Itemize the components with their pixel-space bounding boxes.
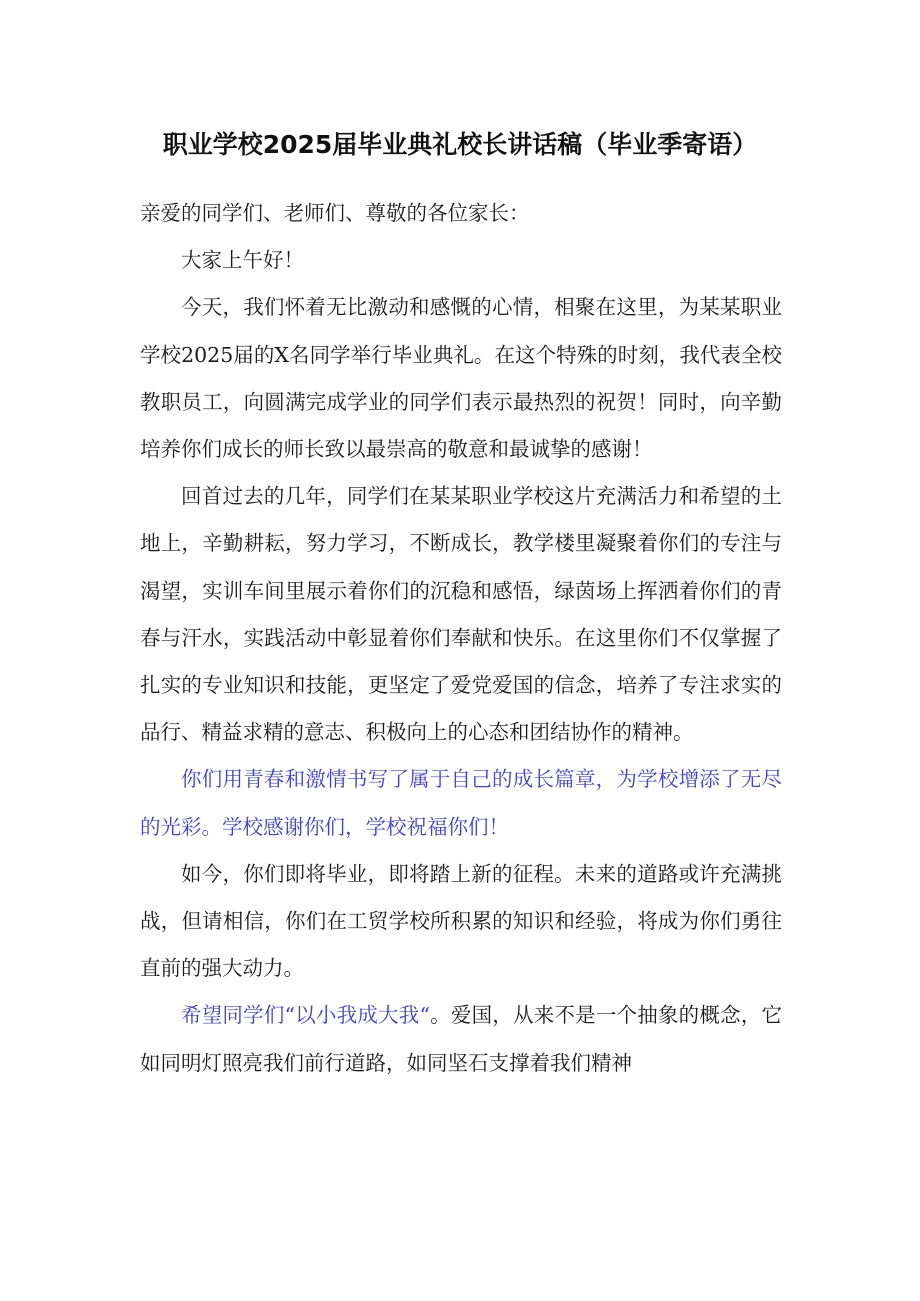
- paragraph-5-text: 。爱国，从来不是一个抽象的概念，它如同明灯照亮我们前行道路，如同坚石支撑着我们精神: [140, 1003, 783, 1075]
- paragraph-1: 今天，我们怀着无比激动和感慨的心情，相聚在这里，为某某职业学校2025届的X名同学举行毕业典礼。在这个特殊的时刻，我代表全校教职员工，向圆满完成学业的同学们表示最热烈的祝贺！同时，向辛勤培养你们成长的师长致以最崇高的敬意和最诚挚的感谢！: [140, 295, 782, 462]
- paragraph-3-highlight: 你们用青春和激情书写了属于自己的成长篇章，为学校增添了无尽的光彩。学校感谢你们，学校祝福你们！: [140, 767, 782, 839]
- salutation: 亲爱的同学们、老师们、尊敬的各位家长：: [140, 201, 530, 225]
- paragraph-2: 回首过去的几年，同学们在某某职业学校这片充满活力和希望的土地上，辛勤耕耘，努力学习，不断成长，教学楼里凝聚着你们的专注与渴望，实训车间里展示着你们的沉稳和感悟，绿茵场上挥洒着你们的青春与汗水，实践活动中彰显着你们奉献和快乐。在这里你们不仅掌握了扎实的专业知识和技能，更坚定了爱党爱国的信念，培养了专注求实的品行、精益求精的意志、积极向上的心态和团结协作的精神。: [140, 484, 782, 745]
- paragraph-4: 如今，你们即将毕业，即将踏上新的征程。未来的道路或许充满挑战，但请相信，你们在工贸学校所积累的知识和经验，将成为你们勇往直前的强大动力。: [140, 861, 782, 981]
- document-title: 职业学校2025届毕业典礼校长讲话稿（毕业季寄语）: [162, 130, 758, 159]
- document-body: [140, 190, 782, 1087]
- paragraph-5: [140, 992, 782, 1086]
- greeting: 大家上午好！: [181, 248, 304, 273]
- paragraph-5-highlight: 希望同学们“以小我成大我“: [181, 1003, 430, 1028]
